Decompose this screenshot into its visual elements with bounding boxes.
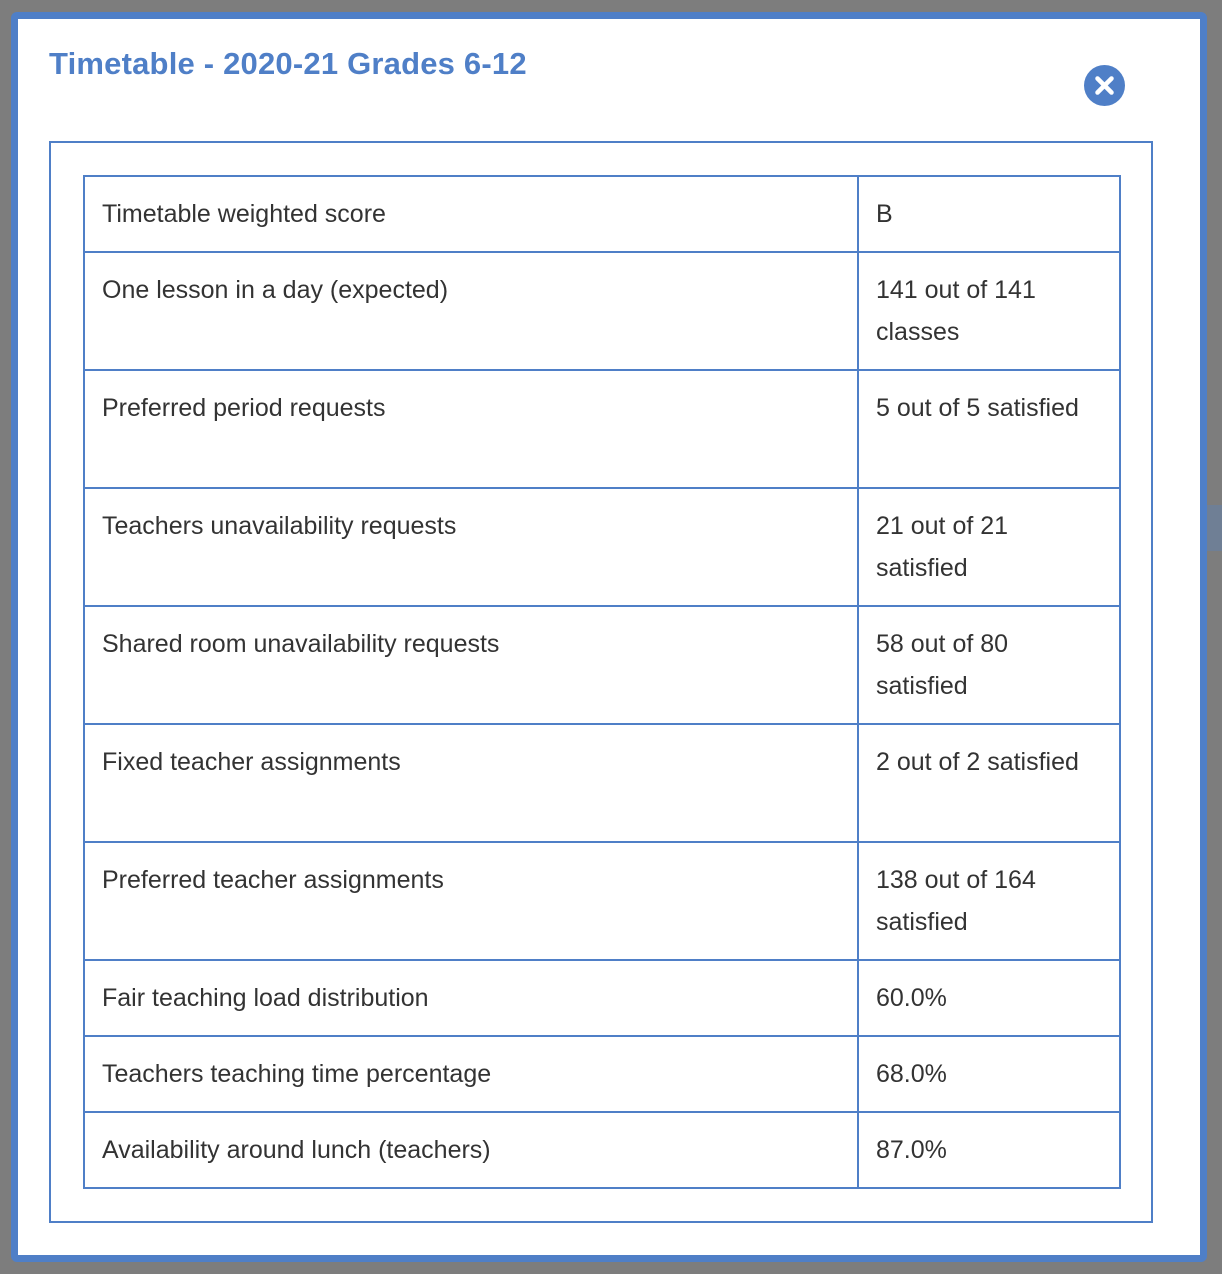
modal-title: Timetable - 2020-21 Grades 6-12 <box>49 46 527 81</box>
row-value: 60.0% <box>858 960 1120 1036</box>
row-value: 87.0% <box>858 1112 1120 1188</box>
row-value: 5 out of 5 satisfied <box>858 370 1120 488</box>
row-value: 141 out of 141 classes <box>858 252 1120 370</box>
row-value: 138 out of 164 satisfied <box>858 842 1120 960</box>
table-row <box>84 488 1120 606</box>
row-label: Preferred teacher assignments <box>84 842 858 960</box>
row-value: 2 out of 2 satisfied <box>858 724 1120 842</box>
table-row <box>84 960 1120 1036</box>
timetable-modal <box>11 12 1207 1262</box>
table-row <box>84 842 1120 960</box>
row-value: B <box>858 176 1120 252</box>
table-row <box>84 1036 1120 1112</box>
row-label: Availability around lunch (teachers) <box>84 1112 858 1188</box>
table-row <box>84 176 1120 252</box>
row-value: 58 out of 80 satisfied <box>858 606 1120 724</box>
close-button[interactable] <box>1084 65 1125 106</box>
row-label: Fair teaching load distribution <box>84 960 858 1036</box>
row-label: One lesson in a day (expected) <box>84 252 858 370</box>
table-row <box>84 252 1120 370</box>
table-row <box>84 1112 1120 1188</box>
row-label: Preferred period requests <box>84 370 858 488</box>
close-circle-icon <box>1084 65 1125 106</box>
row-value: 21 out of 21 satisfied <box>858 488 1120 606</box>
row-label: Teachers teaching time percentage <box>84 1036 858 1112</box>
table-row <box>84 724 1120 842</box>
score-table <box>83 175 1121 1189</box>
row-label: Shared room unavailability requests <box>84 606 858 724</box>
table-row <box>84 370 1120 488</box>
row-value: 68.0% <box>858 1036 1120 1112</box>
row-label: Teachers unavailability requests <box>84 488 858 606</box>
row-label: Fixed teacher assignments <box>84 724 858 842</box>
table-row <box>84 606 1120 724</box>
background-button-edge <box>1207 505 1222 551</box>
row-label: Timetable weighted score <box>84 176 858 252</box>
score-panel <box>49 141 1153 1223</box>
